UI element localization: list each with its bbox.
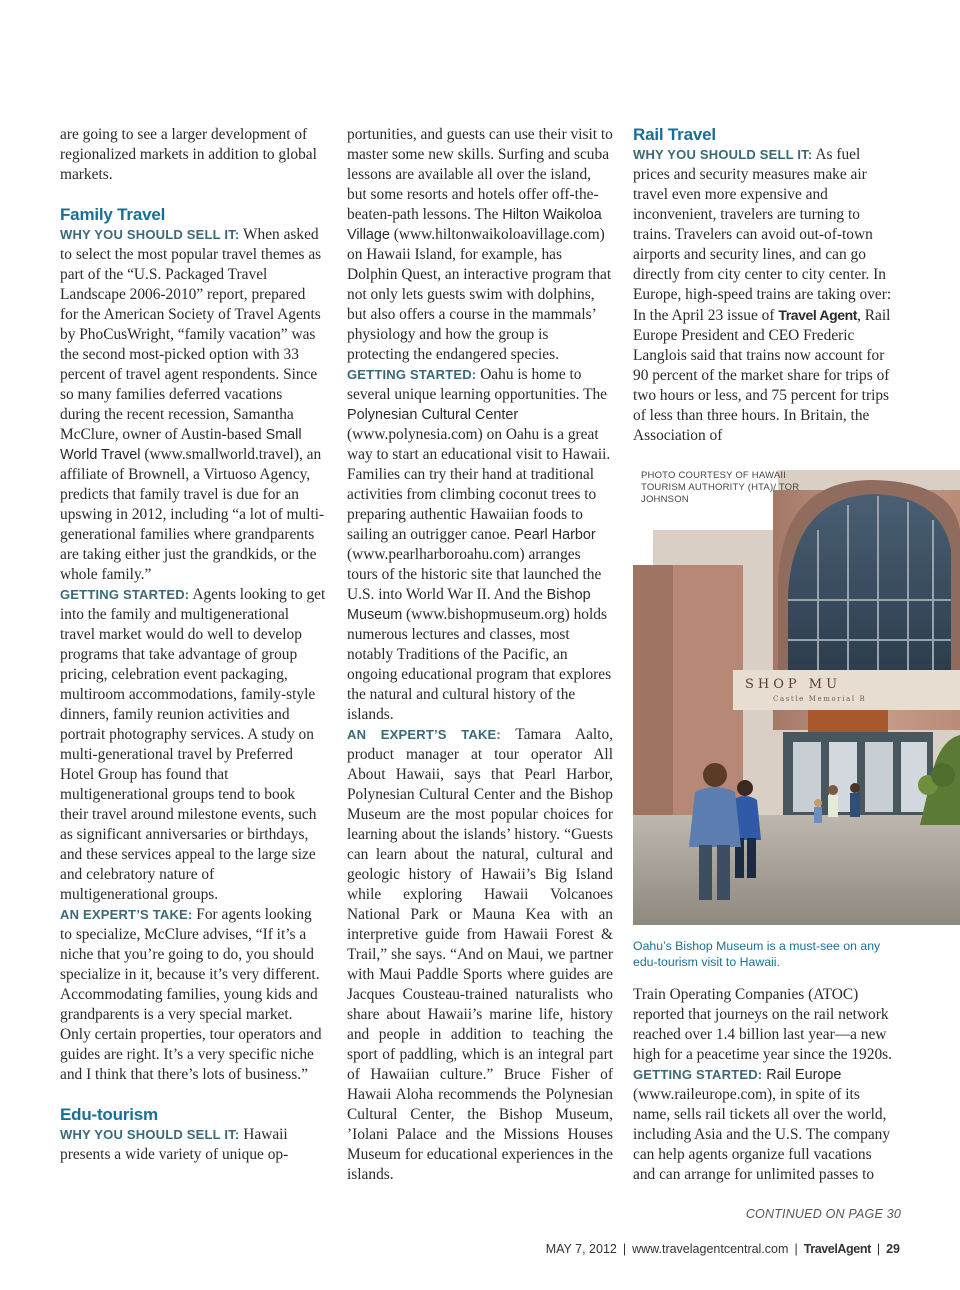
- museum-sign-text: SHOP MU: [745, 677, 842, 692]
- brand-small-world-travel: Small World Travel: [60, 427, 302, 463]
- brand-pearl-harbor: Pearl Harbor: [514, 527, 596, 543]
- rail-atoc-paragraph: Train Operating Companies (ATOC) reported that journeys on the rail network reached over 1.4 billion last year—a new high for a peacetime year since the 1920s.: [633, 986, 892, 1063]
- page-footer: MAY 7, 2012 | www.travelagentcentral.com | TravelAgent | 29: [545, 1242, 900, 1256]
- getting-started-label: GETTING STARTED:: [60, 587, 190, 602]
- why-label: WHY YOU SHOULD SELL IT:: [633, 147, 813, 162]
- expert-label: AN EXPERT’S TAKE:: [347, 727, 501, 742]
- edu-why-paragraph: WHY YOU SHOULD SELL IT: Hawaii presents a wide variety of unique op-: [60, 1126, 289, 1163]
- photo-credit: PHOTO COURTESY OF HAWAII TOURISM AUTHORITY (HTA)/ TOR JOHNSON: [641, 470, 800, 505]
- edu-getting-started-paragraph: GETTING STARTED: Oahu is home to several unique learning opportunities. The Polynesian Cultural Center (www.polynesia.com) on Oahu is a great way to start an educational visit to Hawaii. Families can try their hand at traditional activities from climbing coconut trees to preparing authentic Hawaiian foods to sailing an outrigger canoe. Pearl Harbor (www.pearlharboroahu.com) arranges tours of the historic site that launched the U.S. into World War II. And the Bishop Museum (www.bishopmuseum.org) holds numerous lectures and classes, most notably Traditions of the Pacific, an ongoing educational program that explores the natural and cultural history of the islands.: [347, 366, 612, 723]
- edu-expert-paragraph: AN EXPERT’S TAKE: Tamara Aalto, product manager at tour operator All About Hawaii, says that Pearl Harbor, Polynesian Cultural Center and the Bishop Museum are the most popular choices for learning about the islands’ history. “Guests can learn about the natural, cultural and geologic history of Hawaii’s Big Island while exploring Hawaii Volcanoes National Park or Mauna Kea with an interpretive guide from Hawaii Forest & Trail,” she says. “And on Maui, we partner with Maui Paddle Sports where guides are Jacques Cousteau-trained naturalists who share about Hawaii’s marine life, history and people in addition to teaching the sport of paddling, which is an integral part of Hawaiian culture.” Bruce Fisher of Hawaii Aloha recommends the Polynesian Cultural Center, the Bishop Museum, ’Iolani Palace and the Missions Houses Museum for educational experiences in the islands.: [347, 726, 614, 1183]
- rail-travel-heading: Rail Travel: [633, 125, 716, 144]
- brand-rail-europe: Rail Europe: [766, 1067, 842, 1083]
- page-number: 29: [886, 1242, 900, 1256]
- column-2: [347, 125, 613, 1185]
- banner: [808, 710, 888, 732]
- family-expert-paragraph: AN EXPERT’S TAKE: For agents looking to specialize, McClure advises, “If it’s a niche that you’re going to do, you should specialize in it, because it’s very different. Accommodating families, young kids and grandparents is a very special market. Only certain properties, tour operators and guides are right. It’s a very specific niche and I think that there’s lots of business.”: [60, 906, 322, 1083]
- photo-caption: Oahu’s Bishop Museum is a must-see on any edu-tourism visit to Hawaii.: [633, 939, 881, 969]
- rail-why-paragraph: WHY YOU SHOULD SELL IT: As fuel prices and security measures make air travel even more expensive and inconvenient, travelers are turning to trains. Travelers can avoid out-of-town airports and security lines, and can go directly from city center to city center. In Europe, high-speed trains are taking over: In the April 23 issue of Travel Agent, Rail Europe President and CEO Frederic Langlois said that trains now account for 90 percent of the market share for trips of two hours or less, and 75 percent for trips of less than three hours. In Britain, the Association of: [633, 146, 892, 444]
- brand-hilton-waikoloa: Hilton Waikoloa Village: [347, 207, 602, 243]
- bishop-museum-photo: [633, 470, 960, 925]
- continued-on-page: CONTINUED ON PAGE 30: [745, 1207, 901, 1221]
- edu-tourism-heading: Edu-tourism: [60, 1105, 158, 1124]
- edu-continued-paragraph: portunities, and guests can use their visit to master some new skills. Surfing and scuba lessons are available all over the island, but some resorts and hotels offer off-the-beaten-path lessons. The Hilton Waikoloa Village (www.hiltonwaikoloavillage.com) on Hawaii Island, for example, has Dolphin Quest, an interactive program that not only lets guests swim with dolphins, but also offers a course in the mammals’ physiology and how the group is protecting the endangered species.: [347, 126, 613, 363]
- issue-date: MAY 7, 2012: [545, 1242, 617, 1256]
- why-label: WHY YOU SHOULD SELL IT:: [60, 227, 240, 242]
- website-url: www.travelagentcentral.com: [632, 1242, 789, 1256]
- column-3: [633, 125, 897, 446]
- intro-paragraph: are going to see a larger development of regionalized markets in addition to global markets.: [60, 126, 317, 183]
- rail-getting-started-paragraph: GETTING STARTED: Rail Europe (www.raileurope.com), in spite of its name, sells rail tickets all over the world, including Asia and the U.S. The company can help agents organize full vacations and can arrange for unlimited passes to: [633, 1067, 891, 1183]
- brand-travel-agent: Travel Agent: [778, 307, 858, 323]
- brand-polynesian-cultural-center: Polynesian Cultural Center: [347, 407, 519, 423]
- column-1: [60, 125, 326, 1165]
- brand-bishop-museum: Bishop Museum: [347, 587, 591, 623]
- expert-label: AN EXPERT’S TAKE:: [60, 907, 193, 922]
- museum-sign-subtext: Castle Memorial B: [773, 695, 867, 703]
- family-getting-started-paragraph: GETTING STARTED: Agents looking to get into the family and multigenerational travel market would do well to develop programs that take advantage of group pricing, celebration event packaging, multiroom accommodations, family-style dinners, family reunion activities and portrait photography services. A study on multi-generational travel by Preferred Hotel Group has found that multigenerational groups tend to book their travel around milestone events, such as significant anniversaries or birthdays, and these services appeal to the large size and celebratory nature of multigenerational groups.: [60, 586, 326, 903]
- column-3-lower: [633, 985, 897, 1185]
- photo-illustration: [633, 470, 960, 925]
- family-travel-heading: Family Travel: [60, 205, 166, 224]
- getting-started-label: GETTING STARTED:: [633, 1067, 763, 1082]
- magazine-name: TravelAgent: [803, 1242, 871, 1256]
- why-label: WHY YOU SHOULD SELL IT:: [60, 1127, 240, 1142]
- getting-started-label: GETTING STARTED:: [347, 367, 477, 382]
- family-why-paragraph: WHY YOU SHOULD SELL IT: When asked to select the most popular travel themes as part of the “U.S. Packaged Travel Landscape 2006-2010” report, prepared for the American Society of Travel Agents by PhoCusWright, “family vacation” was the second most-picked option with 33 percent of travel agent respondents. Since so many families deferred vacations during the recent recession, Samantha McClure, owner of Austin-based Small World Travel (www.smallworld.travel), an affiliate of Brownell, a Virtuoso Agency, predicts that family travel is due for an upswing in 2012, including “a lot of multi-generational families where grandparents are taking either just the grandkids, or the whole family.”: [60, 226, 325, 583]
